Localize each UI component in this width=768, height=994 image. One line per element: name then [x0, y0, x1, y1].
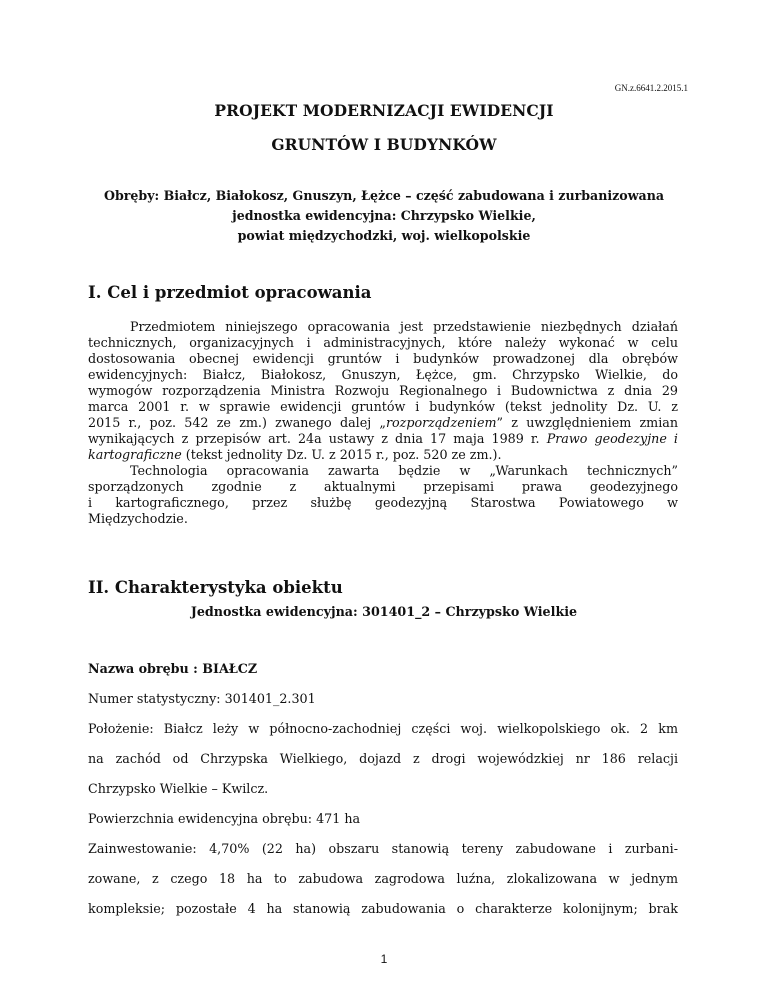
- p1-line-7: [88, 415, 678, 431]
- p2-line-3: i kartograficznego, przez służbę geodezyjną Starostwa Powiatowego w: [88, 495, 678, 510]
- p1-term-rozporzadzenie: rozporządzeniem: [385, 415, 497, 430]
- p1-line-6: marca 2001 r. w sprawie ewidencji gruntów i budynków (tekst jednolity Dz. U. z: [88, 399, 678, 414]
- p1-line-7c: ” z uwzględnieniem zmian: [496, 415, 678, 430]
- subtitle-line-3: powiat międzychodzki, woj. wielkopolskie: [237, 228, 531, 243]
- location-line-3: Chrzypsko Wielkie – Kwilcz.: [88, 781, 269, 796]
- area: Powierzchnia ewidencyjna obrębu: 471 ha: [88, 811, 361, 826]
- p1-line-1: Przedmiotem niniejszego opracowania jest przedstawienie niezbędnych działań: [130, 319, 678, 334]
- p1-line-9b: (tekst jednolity Dz. U. z 2015 r., poz. 520 ze zm.).: [181, 447, 502, 462]
- investment-line-1: Zainwestowanie: 4,70% (22 ha) obszaru stanowią tereny zabudowane i zurbani-: [88, 841, 678, 856]
- p1-line-4: ewidencyjnych: Białcz, Białokosz, Gnuszyn, Łężce, gm. Chrzypsko Wielkie, do: [88, 367, 678, 382]
- section-1-body: [88, 319, 678, 527]
- location-line-1: Położenie: Białcz leży w północno-zachodniej części woj. wielkopolskiego ok. 2 km: [88, 721, 678, 736]
- p2-line-2: sporządzonych zgodnie z aktualnymi przepisami prawa geodezyjnego: [88, 479, 678, 494]
- document-title-line-1: PROJEKT MODERNIZACJI EWIDENCJI: [214, 101, 554, 120]
- p1-line-3: dostosowania obecnej ewidencji gruntów i budynków prowadzonej dla obrębów: [88, 351, 678, 366]
- stat-number: Numer statystyczny: 301401_2.301: [88, 691, 316, 706]
- p1-line-9: [88, 447, 678, 463]
- p1-title-prawo: Prawo geodezyjne i: [546, 431, 678, 446]
- subtitle-line-2: jednostka ewidencyjna: Chrzypsko Wielkie,: [232, 208, 536, 223]
- p1-line-7a: 2015 r., poz. 542 ze zm.) zwanego dalej „: [88, 415, 386, 430]
- investment-line-2: zowane, z czego 18 ha to zabudowa zagrodowa luźna, zlokalizowana w jednym: [88, 871, 678, 886]
- p2-line-1: Technologia opracowania zawarta będzie w „Warunkach technicznych”: [130, 463, 678, 478]
- subtitle-line-1: Obręby: Białcz, Białokosz, Gnuszyn, Łężce – część zabudowana i zurbanizowana: [103, 188, 665, 203]
- section-2-heading: II. Charakterystyka obiektu: [88, 578, 343, 597]
- section-1-heading: I. Cel i przedmiot opracowania: [88, 283, 372, 302]
- document-title-line-2: GRUNTÓW I BUDYNKÓW: [271, 135, 497, 154]
- section-2-body: [88, 654, 678, 924]
- document-subtitle: [0, 186, 768, 246]
- obreb-name-label: Nazwa obrębu : BIAŁCZ: [88, 661, 258, 676]
- p1-line-8a: wynikających z przepisów art. 24a ustawy z dnia 17 maja 1989 r.: [88, 431, 547, 446]
- investment-line-3: kompleksie; pozostałe 4 ha stanowią zabudowania o charakterze kolonijnym; brak: [88, 901, 678, 916]
- page-number: 1: [380, 952, 388, 966]
- p1-title-kartograficzne: kartograficzne: [88, 447, 182, 462]
- p1-line-5: wymogów rozporządzenia Ministra Rozwoju Regionalnego i Budownictwa z dnia 29: [88, 383, 678, 398]
- p2-line-4: Międzychodzie.: [88, 511, 188, 526]
- obreb-name: [88, 654, 678, 684]
- section-2-unit: Jednostka ewidencyjna: 301401_2 – Chrzypsko Wielkie: [190, 604, 578, 619]
- p1-line-2: technicznych, organizacyjnych i administracyjnych, które należy wykonać w celu: [88, 335, 678, 350]
- location-line-2: na zachód od Chrzypska Wielkiego, dojazd z drogi wojewódzkiej nr 186 relacji: [88, 751, 678, 766]
- p1-line-8: [88, 431, 678, 447]
- document-reference: GN.z.6641.2.2015.1: [614, 83, 688, 93]
